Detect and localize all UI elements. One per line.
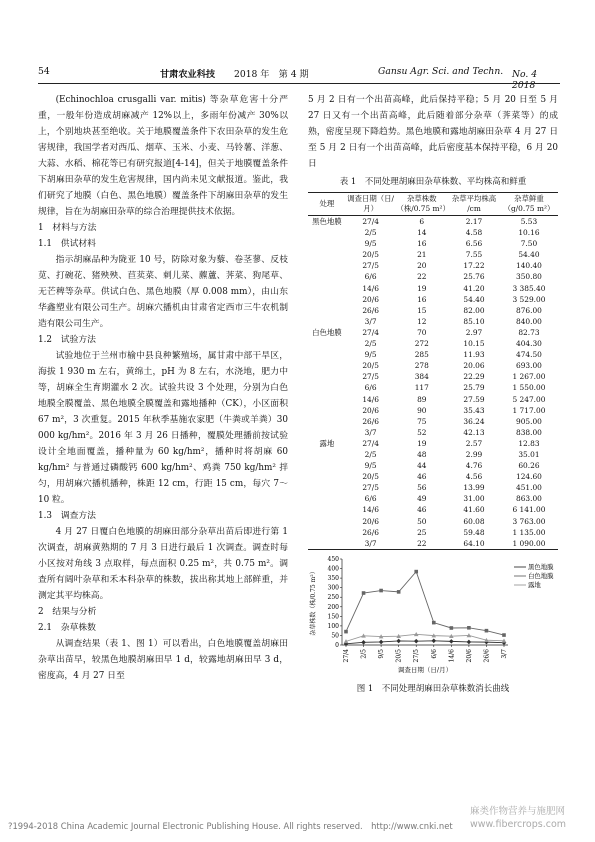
table-row: [308, 449, 558, 460]
table-cell: 26/6: [362, 416, 379, 426]
table-cell: 4.56: [465, 472, 483, 482]
table-cell: 9/5: [364, 239, 377, 249]
treatment-cell: [308, 482, 346, 493]
table-row: [308, 349, 558, 360]
x-tick-label: 14/6: [448, 648, 456, 663]
section-heading: 2 结果与分析: [38, 607, 97, 617]
table-cell: 85.10: [463, 316, 485, 326]
right-column: [308, 92, 558, 697]
table-body: [308, 216, 558, 550]
issue-cn: 2018 年 第 4 期: [234, 69, 309, 80]
table-cell: 20: [417, 261, 427, 271]
table-cell: 2.97: [465, 327, 483, 337]
series-line-露地: [346, 634, 504, 641]
treatment-cell: [308, 471, 346, 482]
table-cell: 20/6: [362, 405, 379, 415]
table-cell: 474.50: [516, 350, 542, 360]
data-point: [396, 638, 401, 643]
table-cell: 3 385.40: [512, 283, 546, 293]
y-tick-label: 150: [327, 613, 339, 621]
table-cell: 117: [414, 383, 429, 393]
table-cell: 31.00: [463, 494, 485, 504]
data-point: [485, 629, 489, 633]
subsection-heading: 1.3 调查方法: [38, 511, 96, 521]
table-cell: 27/4: [362, 438, 379, 448]
treatment-cell: [308, 527, 346, 538]
table-cell: 25.76: [463, 272, 485, 282]
data-point: [379, 639, 384, 644]
treatment-cell: [308, 360, 346, 371]
table-cell: 75: [417, 416, 427, 426]
table-cell: 5 247.00: [512, 394, 546, 404]
y-tick-label: 450: [327, 555, 339, 563]
body-paragraph: (Echinochloa crusgalli var. mitis) 等杂草危害十分严重，一般年份造成胡麻减产 12%以上，多雨年份减产 30%以上，个别地块甚至绝收。关于地膜覆盖条件下农田杂草的发生危害规律，我国学者对西瓜、烟草、玉米、小麦、马铃薯、洋葱、大蒜、水稻、棉花等已有研究报道[4-14]，但关于地膜覆盖条件下胡麻田杂草的发生危害规律，国内尚未见文献报道。鉴此，我们研究了地膜（白色、黑色地膜）覆盖条件下胡麻田杂草的发生规律，旨在为胡麻田杂草的综合治理提供技术依据。: [38, 95, 288, 217]
table-row: [308, 260, 558, 271]
table-cell: 15: [417, 305, 427, 315]
table-header-cell: 杂草鲜重（g/0.75 m²）: [500, 193, 558, 216]
table-cell: 27/5: [362, 261, 379, 271]
table-cell: 838.00: [516, 427, 542, 437]
treatment-cell: 白色地膜: [312, 327, 342, 337]
table-cell: 13.99: [463, 483, 485, 493]
table-cell: 2.57: [465, 438, 483, 448]
table-row: [308, 460, 558, 471]
table-cell: 10.15: [463, 339, 485, 349]
data-table: [308, 192, 558, 550]
body-paragraph: 指示胡麻品种为陇亚 10 号，防除对象为藜、卷茎蓼、反枝苋、打碗花、猪殃殃、苣荬菜、刺儿菜、藨蘆、荠菜、狗尾草、无芒稗等杂草。供试白色、黑色地膜（厚 0.008 mm），由山东华鑫塑业有限公司生产。胡麻穴播机由甘肃省定西市三牛农机制造有限公司生产。: [38, 255, 288, 329]
table-cell: 20/5: [362, 361, 379, 371]
table-cell: 12.83: [518, 438, 540, 448]
table-cell: 60.26: [518, 461, 540, 471]
table-cell: 876.00: [516, 305, 542, 315]
table-cell: 285: [414, 350, 429, 360]
table-cell: 26/6: [362, 527, 379, 537]
table-cell: 27/4: [362, 217, 379, 226]
table-cell: 3 529.00: [512, 294, 546, 304]
table-cell: 21: [417, 250, 427, 260]
body-paragraph: 从调查结果（表 1、图 1）可以看出，白色地膜覆盖胡麻田杂草出苗早，较黑色地膜胡麻田早 1 d，较露地胡麻田早 3 d，密度高，4 月 27 日至: [38, 639, 288, 681]
y-tick-label: 50: [331, 632, 339, 640]
figure-1: [308, 553, 558, 697]
data-point: [379, 589, 383, 593]
table-row: [308, 216, 558, 228]
table-cell: 50: [417, 516, 427, 526]
table-row: [308, 504, 558, 515]
weed-count-chart: [308, 553, 558, 675]
table-cell: 16: [417, 294, 427, 304]
treatment-cell: [308, 305, 346, 316]
table-cell: 42.13: [463, 427, 485, 437]
table-cell: 20/5: [362, 250, 379, 260]
data-point: [344, 630, 348, 634]
data-point: [361, 640, 366, 645]
treatment-cell: [308, 349, 346, 360]
treatment-cell: [308, 460, 346, 471]
table-cell: 89: [417, 394, 427, 404]
section-heading: 1 材料与方法: [38, 223, 97, 233]
table-cell: 25.79: [463, 383, 485, 393]
table-cell: 2/5: [364, 339, 377, 349]
table-row: [308, 427, 558, 438]
table-cell: 840.00: [516, 316, 542, 326]
treatment-cell: [308, 516, 346, 527]
table-cell: 48: [417, 449, 427, 459]
table-cell: 272: [414, 339, 429, 349]
treatment-cell: [308, 271, 346, 282]
y-tick-label: 100: [327, 622, 339, 630]
body-paragraph: 试验地位于兰州市榆中县良种繁殖场，属甘肃中部干旱区，海拔 1 930 m 左右，黄绵土，pH 为 8 左右，水浇地，肥力中等，胡麻全生育期灌水 2 次。试验共设 3 个处理，分别为白色地膜全膜覆盖、黑色地膜全膜覆盖和露地播种（CK），小区面积 67 m²，3 次重复。2015 年秋季基施农家肥（牛粪或羊粪）30 000 kg/hm²。2016 年 3 月 26 日播种，覆膜处理播前按试验设计全地面覆盖，播种量为 60 kg/hm²，播种时将胡麻 60 kg/hm² 与普通过磷酸钙 600 kg/hm²、鸡粪 750 kg/hm² 拌匀，用胡麻穴播机播种，株距 12 cm，行距 15 cm，每穴 7～10 粒。: [38, 351, 288, 505]
table-cell: 6 141.00: [512, 505, 546, 515]
table-cell: 22: [417, 272, 427, 282]
x-tick-label: 6/6: [430, 648, 438, 659]
watermark: [470, 805, 566, 831]
table-cell: 1 717.00: [512, 405, 546, 415]
running-header: [38, 66, 560, 91]
journal-title-cn: 甘肃农业科技: [160, 69, 216, 80]
table-cell: 14/6: [362, 505, 379, 515]
table-cell: 905.00: [516, 416, 542, 426]
data-point: [449, 639, 454, 644]
table-cell: 27.59: [463, 394, 485, 404]
issue-en: No. 4 2018: [512, 69, 547, 91]
table-cell: 41.60: [463, 505, 485, 515]
table-row: [308, 249, 558, 260]
treatment-cell: [308, 371, 346, 382]
treatment-cell: [308, 416, 346, 427]
table-cell: 12: [417, 316, 427, 326]
table-cell: 22.29: [463, 372, 485, 382]
body-paragraph: 4 月 27 日覆白色地膜的胡麻田部分杂草出苗后即进行第 1 次调查，胡麻黄熟期的 7 月 3 日进行最后 1 次调查。调查时每小区按对角线 3 点取样，每点面积 0.25 m²，共 0.75 m²。调查所有阔叶杂草和禾本科杂草的株数，拔出称其地上部鲜重，并测定其平均株高。: [38, 527, 288, 601]
table-cell: 6/6: [364, 272, 377, 282]
y-tick-label: 300: [327, 584, 339, 592]
table-cell: 35.43: [463, 405, 485, 415]
table-cell: 1 090.00: [500, 538, 558, 550]
y-tick-label: 0: [335, 641, 339, 649]
watermark-url: www.fibercrops.com: [470, 819, 567, 830]
table-cell: 70: [417, 327, 427, 337]
table-cell: 90: [417, 405, 427, 415]
table-row: [308, 238, 558, 249]
table-cell: 863.00: [516, 494, 542, 504]
table-cell: 46: [417, 505, 427, 515]
table-cell: 6/6: [364, 383, 377, 393]
table-row: [308, 416, 558, 427]
treatment-cell: [308, 260, 346, 271]
table-cell: 41.20: [463, 283, 485, 293]
table-row: [308, 327, 558, 338]
table-cell: 20.06: [463, 361, 485, 371]
data-point: [450, 626, 454, 630]
treatment-cell: 露地: [319, 438, 335, 448]
x-tick-label: 27/4: [343, 648, 350, 663]
table-row: [308, 283, 558, 294]
table-cell: 350.80: [516, 272, 542, 282]
table-cell: 2/5: [364, 228, 377, 238]
table-cell: 60.08: [463, 516, 485, 526]
table-cell: 2/5: [364, 449, 377, 459]
table-cell: 3/7: [346, 538, 396, 550]
table-cell: 14/6: [362, 283, 379, 293]
data-point: [432, 621, 436, 625]
table-row: [308, 371, 558, 382]
table-cell: 27/5: [362, 483, 379, 493]
table-cell: 6.56: [465, 239, 483, 249]
table-cell: 384: [414, 372, 429, 382]
data-point: [414, 639, 419, 644]
table-cell: 10.16: [518, 228, 540, 238]
table-cell: 27/5: [362, 372, 379, 382]
table-cell: 35.01: [518, 449, 540, 459]
table-cell: 82.00: [463, 305, 485, 315]
y-tick-label: 200: [327, 603, 339, 611]
watermark-cn: 麻类作物营养与施肥网: [470, 806, 566, 817]
treatment-cell: [308, 249, 346, 260]
data-point: [467, 639, 472, 644]
table-row: [308, 360, 558, 371]
table-cell: 6/6: [364, 494, 377, 504]
table-cell: 19: [417, 283, 427, 293]
table-cell: 22: [395, 538, 448, 550]
data-point: [502, 633, 506, 637]
table-row: [308, 482, 558, 493]
table-row: [308, 527, 558, 538]
table-cell: 11.93: [463, 350, 485, 360]
table-cell: 14: [417, 228, 427, 238]
table-row: [308, 405, 558, 416]
table-cell: 3/7: [364, 316, 377, 326]
treatment-cell: [308, 504, 346, 515]
table-cell: 36.24: [463, 416, 485, 426]
left-column: [38, 92, 288, 684]
x-tick-label: 9/5: [378, 648, 386, 659]
page-number: 54: [38, 66, 50, 77]
treatment-cell: [308, 427, 346, 438]
table-header-cell: 处理: [308, 193, 346, 216]
treatment-cell: [308, 449, 346, 460]
table-header-cell: 调查日期（日/月）: [346, 193, 396, 216]
data-point: [414, 570, 418, 574]
treatment-cell: [308, 238, 346, 249]
table-cell: 7.55: [465, 250, 483, 260]
x-tick-label: 3/7: [501, 648, 508, 659]
treatment-cell: [308, 493, 346, 504]
treatment-cell: [308, 294, 346, 305]
table-cell: 5.53: [520, 217, 538, 226]
right-intro-paragraph: 5 月 2 日有一个出苗高峰，此后保持平稳；5 月 20 日至 5 月 27 日又有一个出苗高峰，此后随着部分杂草（荠菜等）的成熟，密度呈现下降趋势。黑色地膜和露地胡麻田杂草 4 月 27 日至 5 月 2 日有一个出苗高峰，此后密度基本保持平稳，6 月 20 日: [308, 95, 558, 169]
table-cell: 3/7: [364, 427, 377, 437]
treatment-cell: [308, 316, 346, 327]
x-axis-label: 调查日期（日/月）: [397, 665, 453, 674]
y-tick-label: 350: [327, 574, 339, 582]
x-tick-label: 2/5: [360, 648, 368, 659]
table-cell: 20/5: [362, 472, 379, 482]
table-row: [308, 271, 558, 282]
table-cell: 52: [417, 427, 427, 437]
table-cell: 59.48: [463, 527, 485, 537]
y-tick-label: 250: [327, 594, 339, 602]
series-line-白色地膜: [346, 571, 504, 634]
table-cell: 27/4: [362, 327, 379, 337]
table-cell: 2.99: [465, 449, 483, 459]
treatment-cell: 黑色地膜: [312, 217, 342, 226]
table-cell: 9/5: [364, 350, 377, 360]
y-axis-label: 杂草株数（株/0.75 m²）: [310, 568, 317, 636]
table-cell: 3 763.00: [512, 516, 546, 526]
table-row: [308, 382, 558, 393]
table-row: [308, 227, 558, 238]
table-row: [308, 538, 558, 550]
x-tick-label: 20/6: [465, 648, 473, 663]
table-header-cell: 杂草平均株高 /cm: [448, 193, 500, 216]
table-cell: 49: [417, 494, 427, 504]
subsection-heading: 1.2 试验方法: [38, 335, 96, 345]
treatment-cell: [308, 227, 346, 238]
table-title: 表 1 不同处理胡麻田杂草株数、平均株高和鲜重: [339, 177, 527, 187]
table-row: [308, 493, 558, 504]
table-cell: 451.00: [516, 483, 542, 493]
table-cell: 64.10: [448, 538, 500, 550]
table-cell: 4.76: [465, 461, 483, 471]
table-header-cell: 杂草株数（株/0.75 m²）: [395, 193, 448, 216]
table-cell: 2.17: [465, 217, 483, 226]
legend-label: 露地: [528, 581, 541, 590]
treatment-cell: [308, 283, 346, 294]
table-row: [308, 438, 558, 449]
table-cell: 20/6: [362, 516, 379, 526]
legend-label: 白色地膜: [528, 572, 554, 581]
x-tick-label: 27/5: [413, 648, 421, 663]
table-cell: 17.22: [463, 261, 485, 271]
data-point: [397, 590, 401, 594]
treatment-cell: [308, 382, 346, 393]
table-cell: 56: [417, 483, 427, 493]
table-cell: 46: [417, 472, 427, 482]
table-cell: 1 135.00: [512, 527, 546, 537]
table-row: [308, 294, 558, 305]
data-point: [431, 638, 436, 643]
table-cell: 4.58: [465, 228, 483, 238]
table-cell: 14/6: [362, 394, 379, 404]
data-point: [467, 626, 471, 630]
table-cell: 1 550.00: [512, 383, 546, 393]
treatment-cell: [308, 394, 346, 405]
table-cell: 19: [417, 438, 427, 448]
x-tick-label: 20/5: [395, 648, 403, 663]
table-row: [308, 394, 558, 405]
data-point: [362, 591, 366, 595]
treatment-cell: [308, 338, 346, 349]
table-cell: 82.73: [518, 327, 540, 337]
legend-label: 黑色地膜: [528, 563, 554, 572]
subsection-heading: 1.1 供试材料: [38, 239, 96, 249]
series-line-黑色地膜: [346, 641, 504, 644]
table-cell: 54.40: [518, 250, 540, 260]
table-header-row: [308, 193, 558, 216]
table-cell: 54.40: [463, 294, 485, 304]
table-cell: 20/6: [362, 294, 379, 304]
figure-caption: 图 1 不同处理胡麻田杂草株数消长曲线: [356, 683, 510, 694]
table-cell: 140.40: [516, 261, 542, 271]
table-cell: 7.50: [520, 239, 538, 249]
treatment-cell: [308, 405, 346, 416]
table-cell: 26/6: [362, 305, 379, 315]
table-cell: 44: [417, 461, 427, 471]
table-row: [308, 316, 558, 327]
table-cell: 693.00: [516, 361, 542, 371]
table-cell: 1 267.00: [512, 372, 546, 382]
table-cell: 278: [414, 361, 429, 371]
table-cell: 16: [417, 239, 427, 249]
table-cell: 124.60: [516, 472, 542, 482]
table-cell: 6: [419, 217, 425, 226]
table-row: [308, 338, 558, 349]
table-cell: 9/5: [364, 461, 377, 471]
table-row: [308, 516, 558, 527]
header-rule: [38, 83, 560, 84]
table-row: [308, 471, 558, 482]
subsection-heading: 2.1 杂草株数: [38, 623, 96, 633]
table-row: [308, 305, 558, 316]
treatment-cell: [308, 538, 346, 550]
table-cell: 404.30: [516, 339, 542, 349]
table-cell: 25: [417, 527, 427, 537]
copyright-footer: ?1994-2018 China Academic Journal Electronic Publishing House. All rights reserved. http://www.cnki.net: [8, 821, 453, 831]
x-tick-label: 26/6: [483, 648, 491, 663]
y-tick-label: 400: [327, 565, 339, 573]
journal-title-en: Gansu Agr. Sci. and Techn.: [378, 66, 504, 77]
